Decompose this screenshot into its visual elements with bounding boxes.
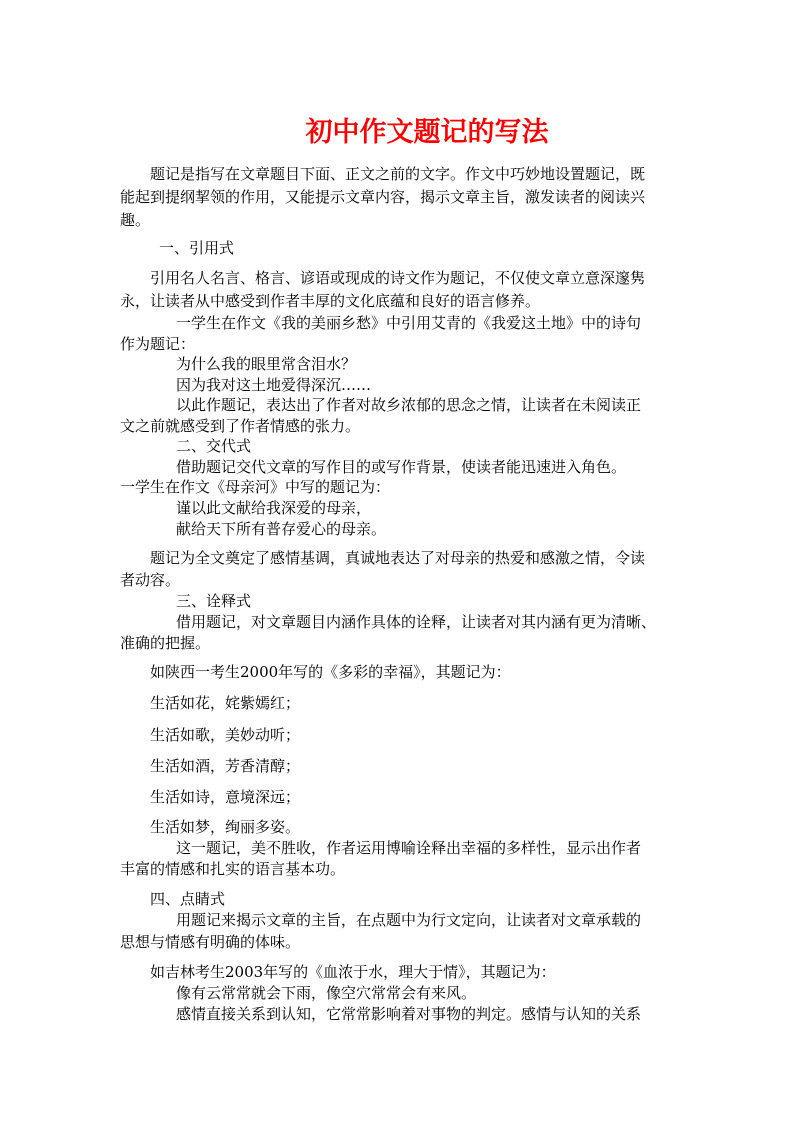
quote-line: 因为我对这土地爱得深沉…… [176, 376, 372, 394]
text-line: 以此作题记，表达出了作者对故乡浓郁的思念之情，让读者在未阅读正 [176, 396, 642, 414]
quote-line: 谨以此文献给我深爱的母亲， [176, 499, 372, 517]
text-line: 感情直接关系到认知，它常常影响着对事物的判定。感情与认知的关系 [176, 1005, 642, 1023]
section-heading: 四、点睛式 [150, 890, 226, 908]
text-line: 丰富的情感和扎实的语言基本功。 [120, 860, 346, 878]
text-line: 一学生在作文《母亲河》中写的题记为： [120, 478, 391, 496]
text-line: 者动容。 [120, 571, 181, 589]
text-line: 如吉林考生2003年写的《血浓于水，理大于情》，其题记为： [150, 963, 556, 981]
quote-line: 像有云常常就会下雨，像空穴常常会有来风。 [176, 984, 477, 1002]
text-line: 趣。 [120, 211, 151, 229]
quote-line: 献给天下所有普存爱心的母亲。 [176, 520, 387, 538]
section-heading: 一、引用式 [159, 239, 235, 257]
text-line: 作为题记： [120, 335, 196, 353]
text-line: 文之前就感受到了作者情感的张力。 [120, 417, 361, 435]
text-line: 如陕西一考生2000年写的《多彩的幸福》，其题记为： [150, 663, 511, 681]
section-heading: 三、诠释式 [176, 592, 252, 610]
quote-line: 生活如歌，美妙动听； [150, 726, 301, 744]
text-line: 借助题记交代文章的写作目的或写作背景，使读者能迅速进入角色。 [176, 458, 627, 476]
quote-line: 生活如梦，绚丽多姿。 [150, 818, 301, 836]
text-line: 引用名人名言、格言、谚语或现成的诗文作为题记，不仅使文章立意深邃隽 [150, 269, 646, 287]
quote-line: 为什么我的眼里常含泪水？ [176, 355, 357, 373]
quote-line: 生活如诗，意境深远； [150, 788, 301, 806]
text-line: 用题记来揭示文章的主旨，在点题中为行文定向，让读者对文章承载的 [176, 911, 642, 929]
text-line: 永，让读者从中感受到作者丰厚的文化底蕴和良好的语言修养。 [120, 292, 541, 310]
quote-line: 生活如花，姹紫嫣红； [150, 694, 301, 712]
text-line: 一学生在作文《我的美丽乡愁》中引用艾青的《我爱这土地》中的诗句 [176, 314, 642, 332]
text-line: 这一题记，美不胜收，作者运用博喻诠释出幸福的多样性，显示出作者 [176, 839, 642, 857]
text-line: 借用题记，对文章题目内涵作具体的诠释，让读者对其内涵有更为清晰、 [176, 613, 657, 631]
page-title: 初中作文题记的写法 [305, 117, 549, 148]
section-heading: 二、交代式 [176, 437, 252, 455]
text-line: 题记是指写在文章题目下面、正文之前的文字。作文中巧妙地设置题记，既 [150, 165, 646, 183]
text-line: 思想与情感有明确的体味。 [120, 933, 301, 951]
quote-line: 生活如酒，芳香清醇； [150, 757, 301, 775]
text-line: 题记为全文奠定了感情基调，真诚地表达了对母亲的热爱和感激之情，令读 [150, 549, 646, 567]
text-line: 准确的把握。 [120, 634, 211, 652]
text-line: 能起到提纲挈领的作用，又能提示文章内容，揭示文章主旨，激发读者的阅读兴 [120, 188, 646, 206]
